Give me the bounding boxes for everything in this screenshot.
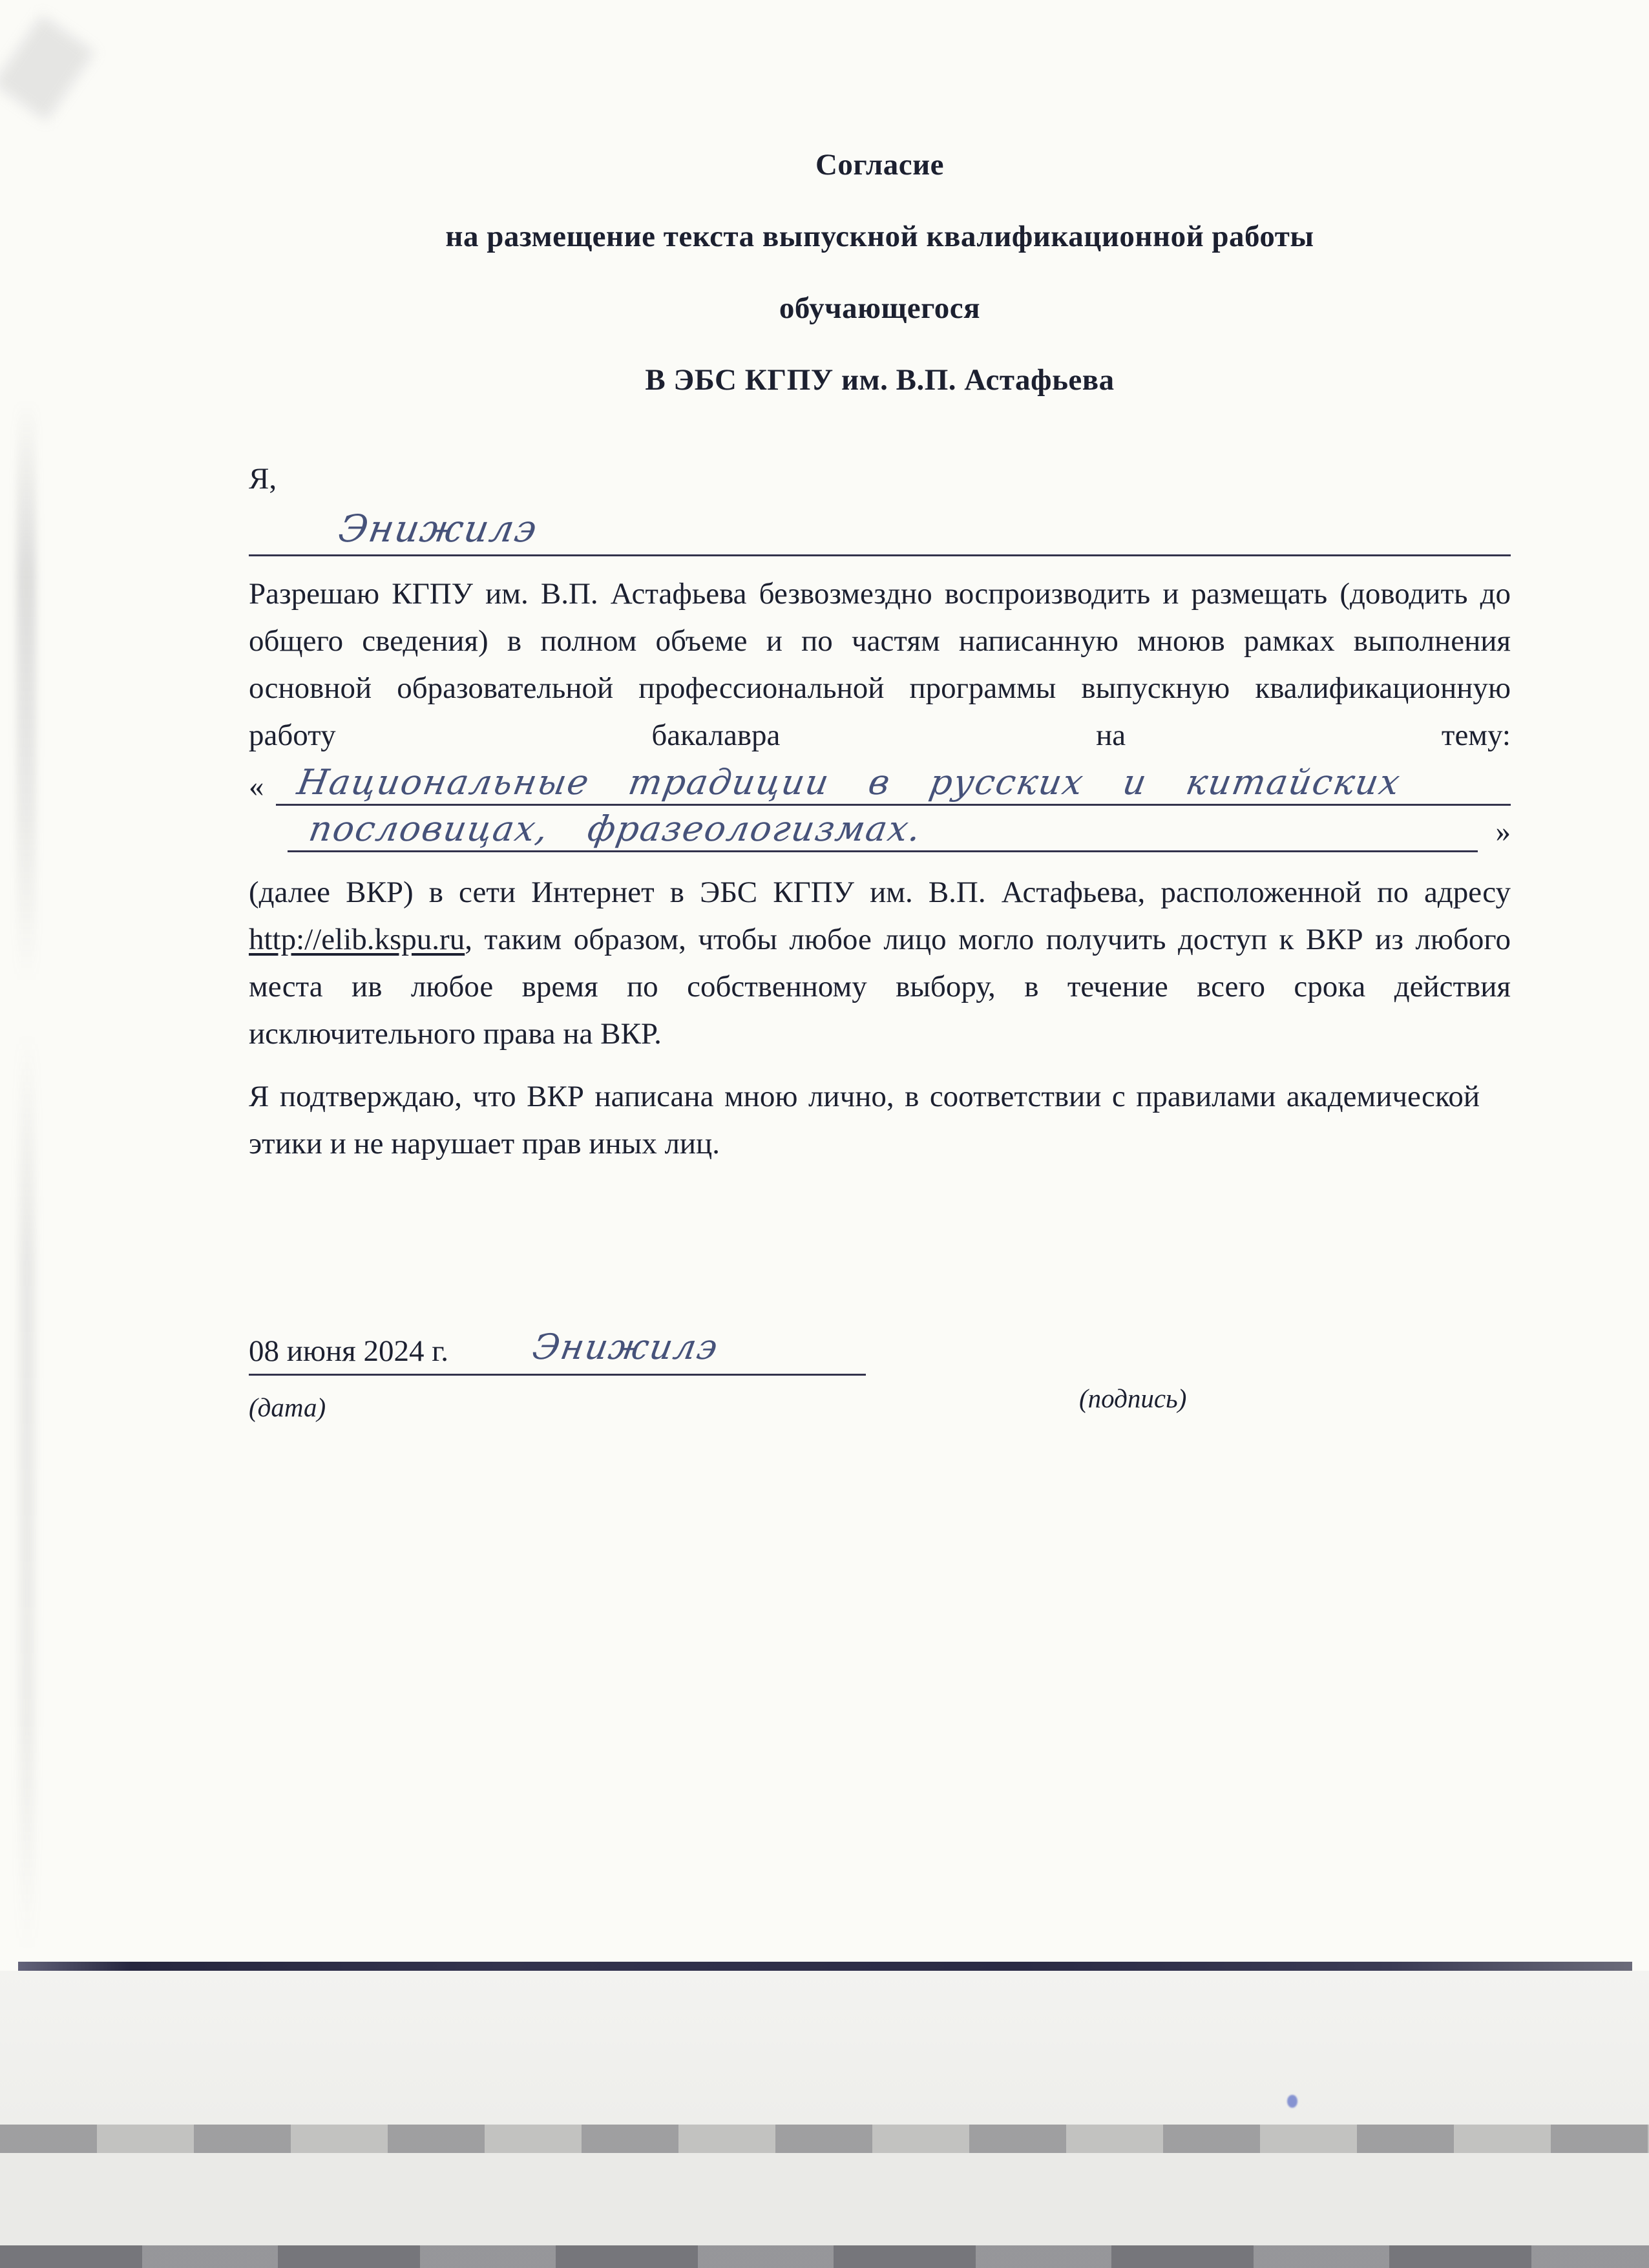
topic-underline-1 xyxy=(276,759,1511,806)
scan-streak-left-upper xyxy=(17,401,36,982)
terms-paragraph xyxy=(249,869,1511,1058)
signature-label: (подпись) xyxy=(1079,1383,1187,1413)
pronoun-ya: Я, xyxy=(249,462,277,496)
heading-subtitle-1: на размещение текста выпускной квалификационной работы xyxy=(445,220,1314,253)
document-heading xyxy=(249,129,1511,416)
heading-subtitle-3: В ЭБС КГПУ им. В.П. Астафьева xyxy=(645,363,1115,397)
scan-streak-left-lower xyxy=(19,1034,35,1951)
name-fill-line xyxy=(249,497,1511,556)
open-quote: « xyxy=(249,770,264,803)
document-content xyxy=(249,0,1511,1431)
scan-edge-bottom-band xyxy=(0,2245,1649,2268)
permission-paragraph: Разрешаю КГПУ им. В.П. Астафьева безвозмездно воспроизводить и размещать (доводить до общего сведения) в полном объеме и по частям написанную мноюв рамках выполнения основной образовательной профессиональной программы выпускную квалификационную работу бакалавра на тему: xyxy=(249,577,1511,752)
signature-handwritten: Энижилэ xyxy=(529,1327,722,1367)
topic-line-2 xyxy=(249,806,1511,852)
date-value: 08 июня 2024 г. xyxy=(249,1334,449,1368)
scan-smudge-top-left xyxy=(0,15,94,121)
scan-edge-zone-2 xyxy=(0,2153,1649,2245)
topic-handwritten-line-1: Национальные традиции в русских и китайских xyxy=(293,762,1404,803)
student-name-handwritten: Энижилэ xyxy=(335,507,541,551)
topic-handwritten-line-2: пословицах, фразеологизмах. xyxy=(306,808,925,849)
topic-line-1 xyxy=(249,759,1511,806)
terms-text-before-link: (далее ВКР) в сети Интернет в ЭБС КГПУ им. В.П. Астафьева, расположенной по адресу xyxy=(249,876,1511,909)
confirmation-paragraph: Я подтверждаю, что ВКР написана мною лично, в соответствии с правилами академической этики и не нарушает прав иных лиц. xyxy=(249,1080,1480,1160)
scan-edge-dark-rule xyxy=(18,1962,1632,1971)
elib-url: http://elib.kspu.ru xyxy=(249,923,465,956)
close-quote: » xyxy=(1495,815,1511,848)
date-label: (дата) xyxy=(249,1392,326,1422)
topic-underline-2 xyxy=(288,806,1478,852)
terms-text-after-link: , таким образом, чтобы любое лицо могло получить доступ к ВКР из любого места ив любое время по собственному выбору, в течение всего срока действия исключительного права на ВКР. xyxy=(249,923,1511,1051)
ink-speck xyxy=(1287,2095,1297,2108)
date-signature-row xyxy=(249,1323,1511,1379)
heading-subtitle-2: обучающегося xyxy=(779,291,981,325)
date-signature-line xyxy=(249,1323,866,1376)
field-labels-row xyxy=(249,1383,1511,1431)
scan-edge-zone-1 xyxy=(0,1971,1649,2125)
scan-edge-gray-stripe xyxy=(0,2125,1649,2153)
heading-title: Согласие xyxy=(815,148,945,182)
